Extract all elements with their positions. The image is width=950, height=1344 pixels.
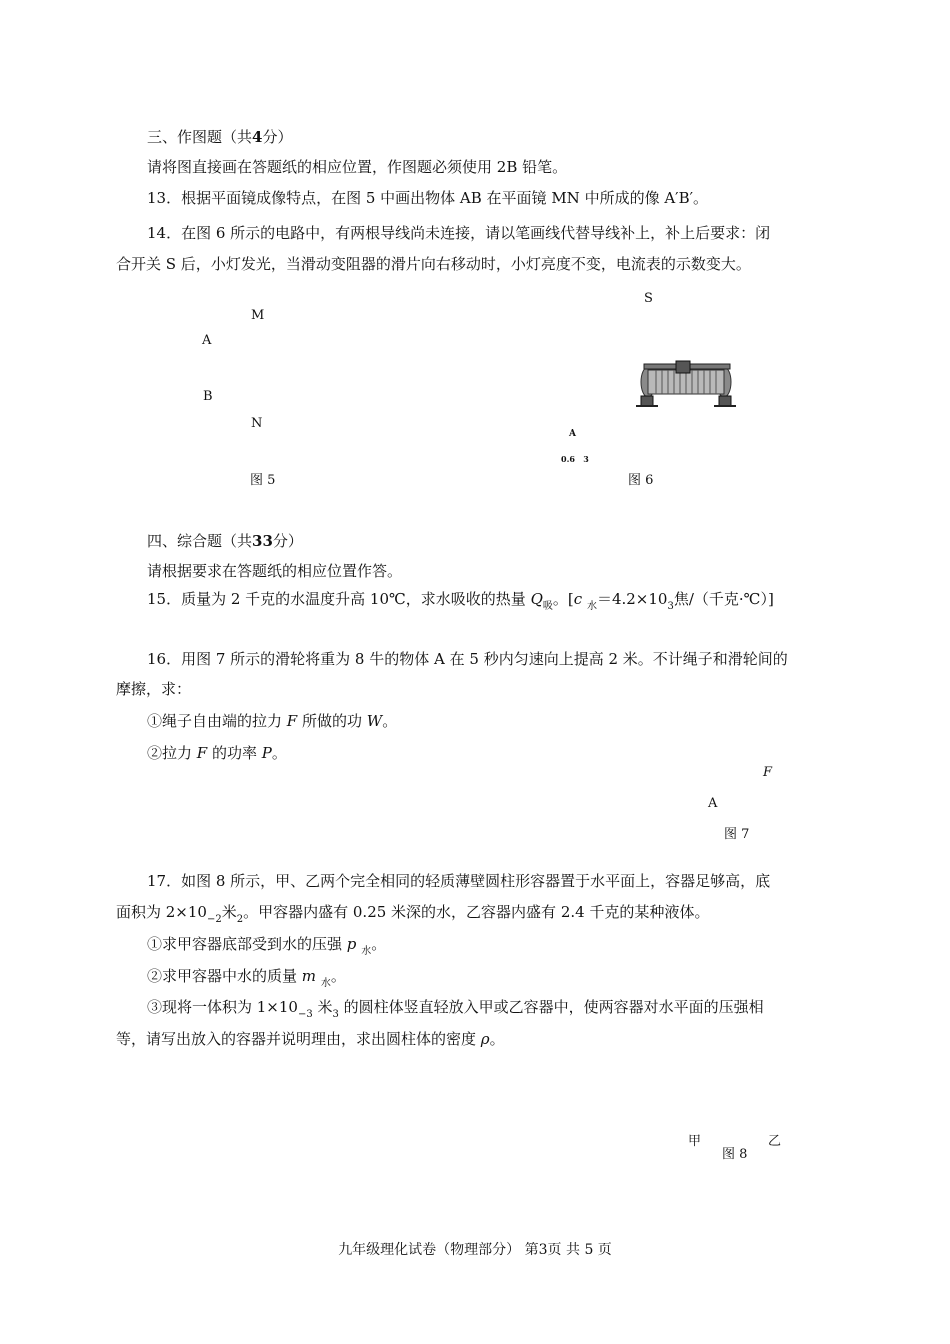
question-17-line2 [116,902,709,925]
fig5-label-a: A [202,333,212,348]
q17p1-p-symbol: p [346,935,357,953]
q17p3-text-c: 的圆柱体竖直轻放入甲或乙容器中，使两容器对水平面的压强相 [343,998,764,1016]
q15-heat-subscript: 吸 [542,601,553,612]
q16p2-text-c: 。 [271,744,287,762]
q17p1-text-b: 。 [371,935,387,953]
question-14-line1: 14．在图 6 所示的电路中，有两根导线尚未连接，请以笔画线代替导线补上，补上后要求：闭 [147,224,771,242]
question-15 [147,589,774,612]
q17p3-exp2: 3 [332,1009,339,1020]
section3-title [147,127,292,147]
section4-title [147,531,303,551]
fig7-label-force: F [763,765,773,780]
question-16-line1: 16．用图 7 所示的滑轮将重为 8 牛的物体 A 在 5 秒内匀速向上提高 2 米。不计绳子和滑轮间的 [147,650,788,668]
q16p1-f-symbol: F [286,712,298,730]
fig6-caption: 图 6 [628,473,654,488]
q16p2-text-b: 的功率 [212,744,258,762]
page-footer: 九年级理化试卷（物理部分） 第3页 共 5 页 [338,1242,612,1258]
q17-line2-b: 米 [221,903,237,921]
question-16-part2 [147,743,287,763]
q15-c-symbol: c [573,590,583,608]
q16p1-text-c: 。 [382,712,398,730]
q15-c-value: ＝4.2×10 [596,590,668,608]
q16p2-p-symbol: P [261,744,272,762]
question-17-line1: 17．如图 8 所示，甲、乙两个完全相同的轻质薄壁圆柱形容器置于水平面上，容器足够高，底 [147,872,771,890]
fig7-label-a: A [708,796,718,811]
q15-heat-symbol: Q [530,590,543,608]
fig6-label-switch: S [644,291,653,306]
fig8-caption: 图 8 [722,1147,748,1162]
q17p1-subscript: 水 [361,946,372,957]
q16p2-text-a: ②拉力 [147,744,193,762]
question-14-line2: 合开关 S 后，小灯发光，当滑动变阻器的滑片向右移动时，小灯亮度不变，电流表的示数变大。 [116,255,751,273]
question-13: 13．根据平面镜成像特点，在图 5 中画出物体 AB 在平面镜 MN 中所成的像 A′B′。 [147,189,709,207]
rheostat-image [636,360,738,410]
q17p3-text-b: 米 [317,998,333,1016]
q17-last-text-a: 等，请写出放入的容器并说明理由，求出圆柱体的密度 [116,1030,477,1048]
q15-text-b: 。[ [552,590,574,608]
section3-title-a: 三、作图题（共 [147,128,253,146]
q15-exponent: 3 [667,601,674,612]
q17-rho-symbol: ρ [480,1030,490,1048]
section4-instruction: 请根据要求在答题纸的相应位置作答。 [147,562,403,580]
section3-instruction: 请将图直接画在答题纸的相应位置，作图题必须使用 2B 铅笔。 [147,158,568,176]
q17p2-subscript: 水 [320,978,331,989]
q16p1-w-symbol: W [366,712,383,730]
q15-c-subscript: 水 [586,601,597,612]
q16p2-f-symbol: F [196,744,208,762]
section3-title-b: 分） [262,128,293,146]
q17p2-m-symbol: m [301,967,317,985]
question-16-part1 [147,711,397,731]
fig5-label-b: B [203,389,213,404]
section4-title-a: 四、综合题（共 [147,532,253,550]
fig6-ammeter-label: A [569,429,576,439]
fig8-label-jia: 甲 [688,1134,702,1149]
q17-line2-exp2: 2 [236,914,244,925]
q17-line2-a: 面积为 2×10 [116,903,207,921]
q16p1-text-a: ①绳子自由端的拉力 [147,712,283,730]
q17-line2-exp: −2 [206,914,222,925]
fig5-caption: 图 5 [250,473,276,488]
q17-line2-c: 。甲容器内盛有 0.25 米深的水，乙容器内盛有 2.4 千克的某种液体。 [243,903,710,921]
q17p2-text-a: ②求甲容器中水的质量 [147,967,298,985]
question-16-line2: 摩擦，求： [116,680,192,698]
fig5-label-n: N [251,416,263,431]
section3-title-points: 4 [252,128,263,146]
fig5-label-m: M [251,308,265,323]
question-17-part2 [147,966,346,989]
q15-text-d: 焦/（千克·℃）] [673,590,774,608]
q17p1-text-a: ①求甲容器底部受到水的压强 [147,935,343,953]
q16p1-text-b: 所做的功 [302,712,363,730]
q17-last-text-b: 。 [489,1030,505,1048]
fig8-label-yi: 乙 [768,1134,782,1149]
q17p2-text-b: 。 [330,967,346,985]
section4-title-points: 33 [252,532,273,550]
q15-text-a: 15．质量为 2 千克的水温度升高 10℃，求水吸收的热量 [147,590,526,608]
fig6-ammeter-range: 0.6 3 [561,454,589,464]
q17p3-exp: −3 [297,1009,313,1020]
fig7-caption: 图 7 [724,827,750,842]
question-17-part1 [147,934,386,957]
q17p3-text-a: ③现将一体积为 1×10 [147,998,298,1016]
section4-title-b: 分） [272,532,303,550]
question-17-part3 [147,997,764,1020]
question-17-line-last [116,1029,505,1049]
